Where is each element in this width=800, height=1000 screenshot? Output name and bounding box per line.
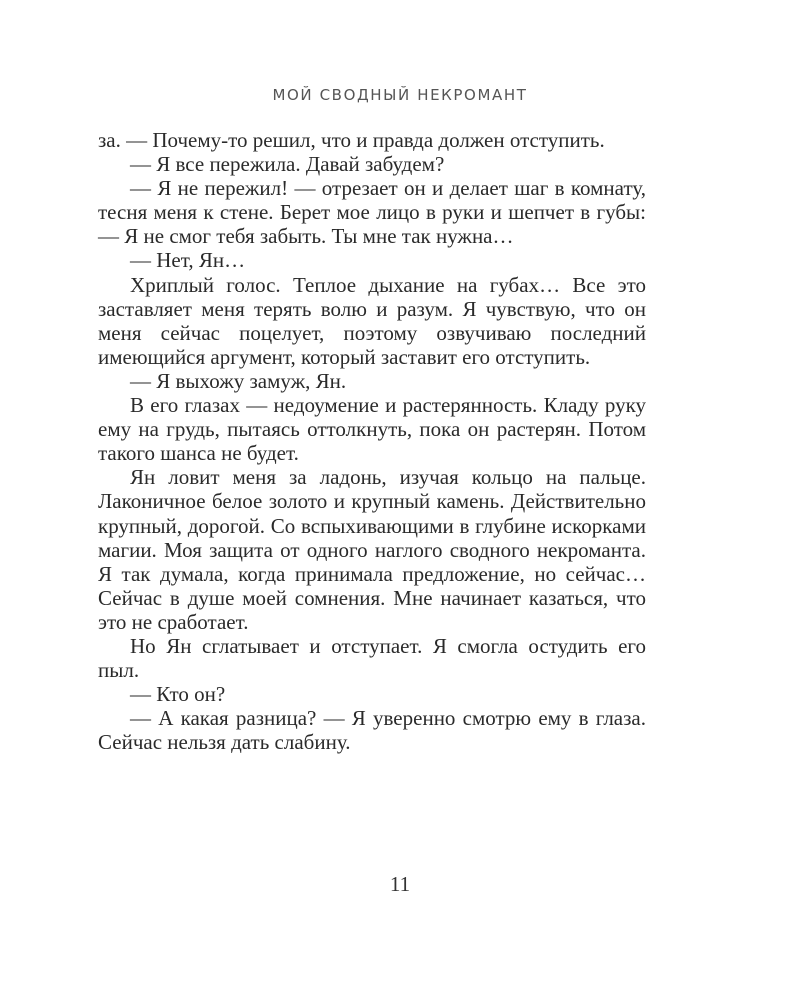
paragraph-3: — Я не пережил! — отрезает он и делает шаг в комнату, тесня меня к стене. Берет мое лицо в руки и шепчет в губы: — Я не смог тебя забыть. Ты мне так нужна…: [98, 176, 646, 249]
paragraph-6: — Я выхожу замуж, Ян.: [130, 368, 347, 393]
paragraph-4: — Нет, Ян…: [130, 248, 246, 273]
paragraph-2: — Я все пережила. Давай забудем?: [130, 152, 445, 177]
page-number: 11: [389, 872, 411, 896]
paragraph-5: Хриплый голос. Теплое дыхание на губах… Все это заставляет меня терять волю и разум. Я чувствую, что он меня сейчас поцелует, поэтому озвучиваю последний имеющийся аргумент, который заставит его отступить.: [98, 272, 646, 369]
paragraph-10: — Кто он?: [130, 682, 226, 707]
paragraph-1: за. — Почему-то решил, что и правда должен отступить.: [98, 128, 605, 152]
paragraph-7: В его глазах — недоумение и растерянность. Кладу руку ему на грудь, пытаясь оттолкнуть, пока он растерян. Потом такого шанса не будет.: [98, 393, 646, 466]
body-text: [98, 128, 646, 754]
paragraph-11: — А какая разница? — Я уверенно смотрю ему в глаза. Сейчас нельзя дать слабину.: [98, 706, 646, 755]
paragraph-9: Но Ян сглатывает и отступает. Я смогла остудить его пыл.: [98, 633, 646, 683]
paragraph-8: Ян ловит меня за ладонь, изучая кольцо на пальце. Лаконичное белое золото и крупный камень. Действительно крупный, дорогой. Со вспыхивающими в глубине искорками магии. Моя защита от одного наглого сводного некроманта. Я так думала, когда принимала предложение, но сейчас… Сейчас в душе моей сомнения. Мне начинает казаться, что это не сработает.: [98, 465, 646, 634]
running-title: МОЙ СВОДНЫЙ НЕКРОМАНТ: [272, 86, 528, 104]
